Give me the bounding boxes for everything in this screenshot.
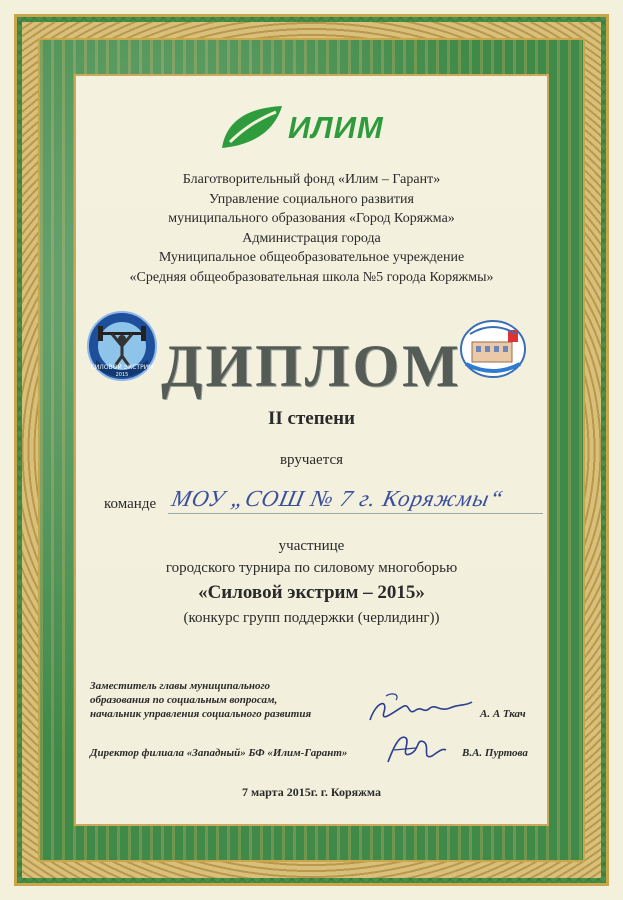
team-label: команде — [104, 496, 157, 512]
organizer-line: Администрация города — [242, 230, 381, 246]
emblem-year: 2015 — [115, 372, 129, 378]
organizer-line: Управление социального развития — [209, 191, 414, 207]
signature-1-image — [366, 690, 476, 730]
position-line: начальник управления социального развития — [90, 708, 312, 720]
organizer-line: Муниципальное общеобразовательное учреждение — [158, 250, 465, 265]
participant-text: участнице — [278, 538, 345, 554]
signatory-name-2: В.А. Пуртова — [462, 747, 528, 759]
organizer-line: Благотворительный фонд «Илим – Гарант» — [182, 172, 441, 187]
emblem-caption: СИЛОВОЙ ЭКСТРИМ — [90, 364, 154, 371]
diploma-degree: II степени — [267, 408, 355, 429]
signature-2-image — [380, 728, 450, 772]
organizers-block — [0, 170, 623, 287]
tournament-text: городского турнира по силовому многоборью — [165, 560, 458, 576]
organizer-line: муниципального образования «Город Коряжма» — [168, 211, 455, 226]
team-name-handwritten: МОУ „СОШ № 7 г. Коряжмы“ — [169, 486, 506, 511]
signatory-position-1 — [90, 679, 360, 721]
date-place: 7 марта 2015г. г. Коряжма — [242, 785, 381, 799]
team-underline — [168, 513, 543, 514]
signatory-position-2: Директор филиала «Западный» БФ «Илим-Гарант» — [90, 747, 348, 759]
signatory-name-1: А. А Ткач — [480, 708, 526, 720]
position-line: образования по социальным вопросам, — [90, 694, 278, 706]
organizer-line: «Средняя общеобразовательная школа №5 города Коряжмы» — [129, 269, 494, 285]
awarded-text: вручается — [279, 452, 344, 468]
contest-text: (конкурс групп поддержки (черлидинг)) — [183, 610, 440, 626]
logo-wordmark: ИЛИМ — [288, 110, 384, 145]
leaf-icon — [216, 102, 286, 152]
ilim-logo — [212, 100, 412, 156]
diploma-title: ДИПЛОМ — [161, 333, 462, 399]
event-name: «Силовой экстрим – 2015» — [198, 582, 425, 603]
position-line: Заместитель главы муниципального — [90, 680, 271, 692]
